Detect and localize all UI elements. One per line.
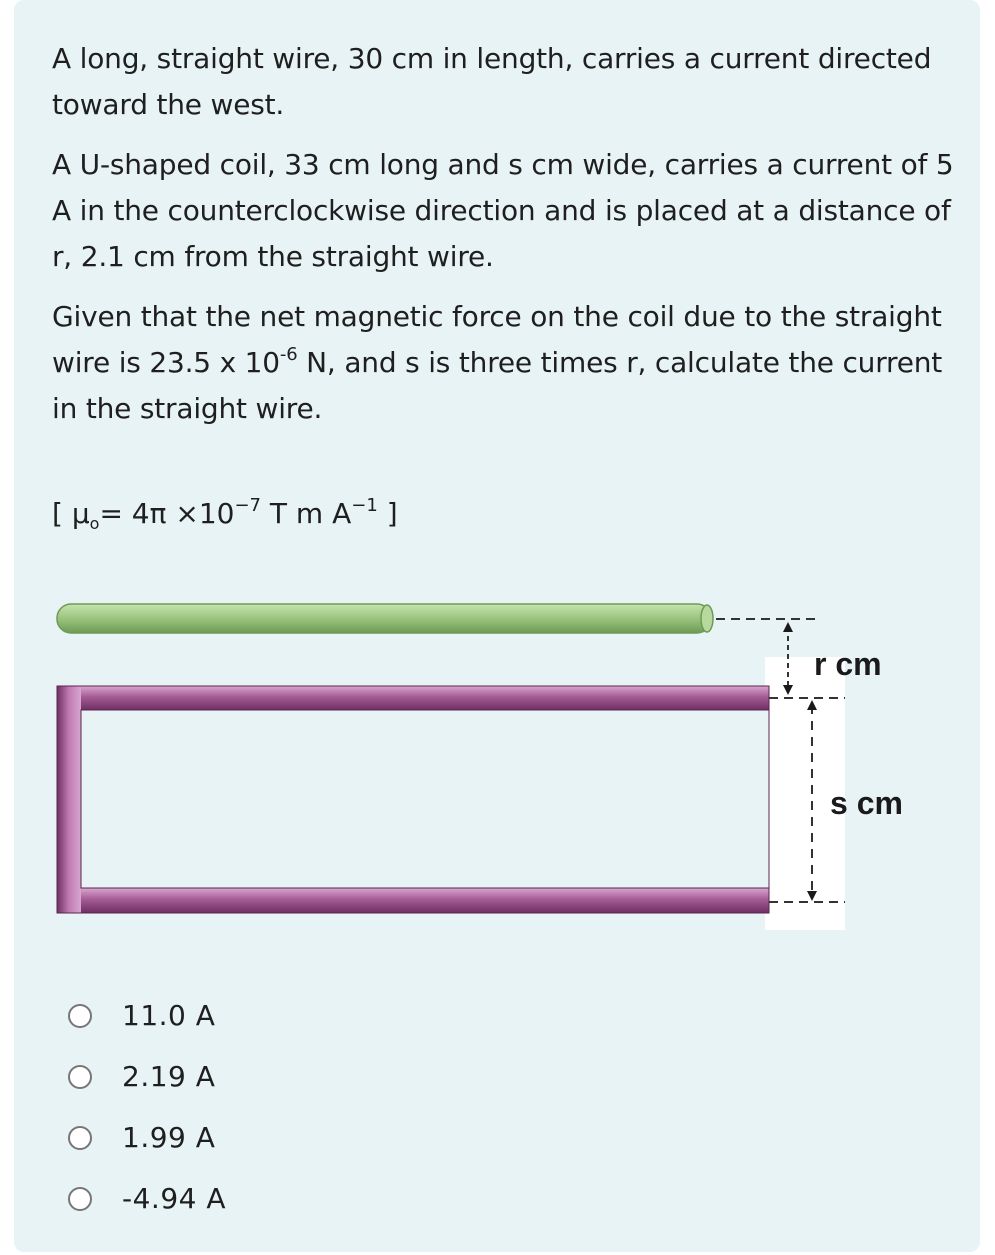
constant-value: = 4π ×10 <box>99 497 235 530</box>
radio-button[interactable] <box>68 1004 92 1028</box>
answer-option-4[interactable] <box>68 1168 226 1229</box>
radio-button[interactable] <box>68 1187 92 1211</box>
answer-label: 2.19 A <box>122 1060 216 1093</box>
u-shaped-coil <box>57 686 769 913</box>
constant-exponent: −7 <box>234 495 262 516</box>
force-exponent: -6 <box>279 344 298 365</box>
question-paragraph-1: A long, straight wire, 30 cm in length, carries a current directed toward the west. <box>52 42 932 121</box>
answer-option-2[interactable] <box>68 1046 226 1107</box>
question-p3-text: Given that the net magnetic force on the coil due to the straight wire is 23.5 x 10 <box>52 300 942 379</box>
constant-units: T m A <box>261 497 352 530</box>
question-paragraph-2: A U-shaped coil, 33 cm long and s cm wide, carries a current of 5 A in the counterclockwise direction and is placed at a distance of r, 2.1 cm from the straight wire. <box>52 148 954 273</box>
question-p3-text-end: N, and s is three times r, calculate the current in the straight wire. <box>52 346 943 425</box>
units-exponent: −1 <box>351 495 378 516</box>
straight-wire <box>57 604 713 633</box>
constant-close: ] <box>377 497 398 530</box>
radio-button[interactable] <box>68 1065 92 1089</box>
answer-label: 1.99 A <box>122 1121 216 1154</box>
answer-label: 11.0 A <box>122 999 216 1032</box>
answer-options <box>68 985 226 1229</box>
r-label: r cm <box>814 646 882 682</box>
answer-label: -4.94 A <box>122 1182 227 1215</box>
s-label: s cm <box>830 785 903 821</box>
constant-open: [ μ <box>52 497 90 530</box>
answer-option-1[interactable] <box>68 985 226 1046</box>
constant-subscript: o <box>89 514 100 533</box>
radio-button[interactable] <box>68 1126 92 1150</box>
answer-option-3[interactable] <box>68 1107 226 1168</box>
